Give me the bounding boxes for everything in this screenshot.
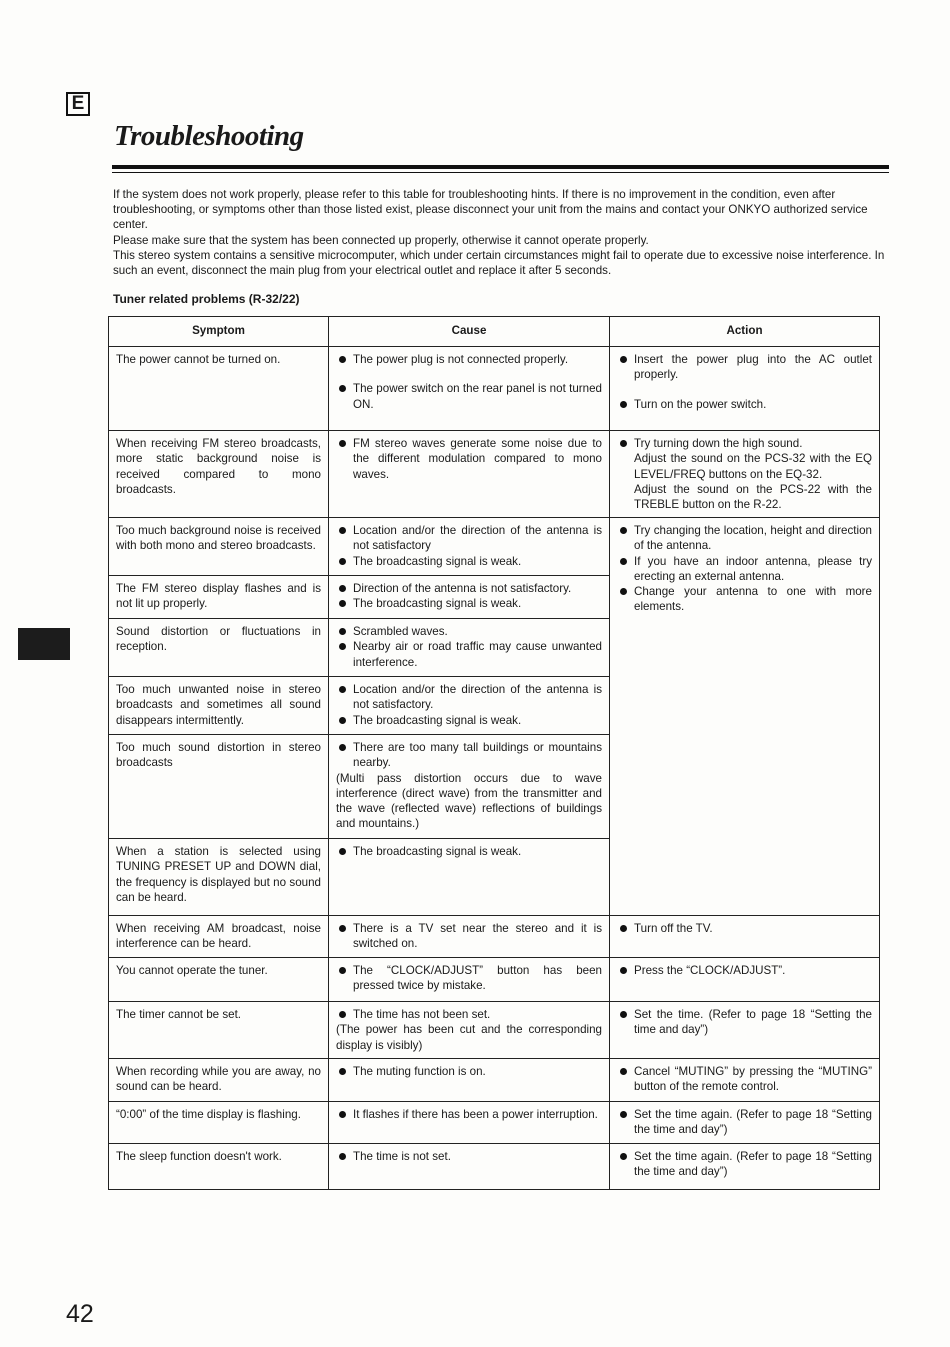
action-cell xyxy=(610,431,880,518)
cause-note: (The power has been cut and the corresponding display is visibly) xyxy=(336,1023,602,1052)
cause-item: The muting function is on. xyxy=(336,1064,602,1079)
symptom-cell: When recording while you are away, no sound can be heard. xyxy=(109,1059,329,1102)
cause-item: The power switch on the rear panel is not turned ON. xyxy=(336,381,602,412)
cause-cell xyxy=(329,916,610,958)
cause-item: FM stereo waves generate some noise due to the different modulation compared to mono waves. xyxy=(336,436,602,482)
cause-cell xyxy=(329,1002,610,1059)
intro-paragraph: If the system does not work properly, please refer to this table for troubleshooting hints. If there is no improvement in the condition, even after troubleshooting, or symptoms other than those listed exist, please disconnect your unit from the mains and contact your ONKYO authorized service center. xyxy=(113,188,868,232)
cause-item: Location and/or the direction of the antenna is not satisfactory. xyxy=(336,682,602,713)
action-cell xyxy=(610,1144,880,1190)
symptom-cell: You cannot operate the tuner. xyxy=(109,958,329,1002)
action-cell xyxy=(610,1102,880,1144)
action-item: Set the time again. (Refer to page 18 “Setting the time and day”) xyxy=(617,1149,872,1180)
symptom-cell: The power cannot be turned on. xyxy=(109,347,329,431)
table-row xyxy=(109,431,880,518)
table-header-row xyxy=(109,317,880,347)
symptom-cell: Too much background noise is received with both mono and stereo broadcasts. xyxy=(109,518,329,576)
column-header-symptom: Symptom xyxy=(109,317,329,347)
intro-paragraph: This stereo system contains a sensitive microcomputer, which under certain circumstances might fail to operate due to excessive noise interference. In such an event, disconnect the main plug from your electrical outlet and replace it after 5 seconds. xyxy=(113,248,885,278)
cause-item: The broadcasting signal is weak. xyxy=(336,596,602,611)
action-item: Press the “CLOCK/ADJUST”. xyxy=(617,963,872,978)
troubleshooting-table xyxy=(108,316,880,1190)
table-row xyxy=(109,1144,880,1190)
cause-cell xyxy=(329,518,610,576)
intro-text xyxy=(113,187,889,278)
cause-item: There are too many tall buildings or mountains nearby. xyxy=(336,740,602,771)
action-item: Change your antenna to one with more elements. xyxy=(617,584,872,615)
action-cell xyxy=(610,916,880,958)
table-row xyxy=(109,916,880,958)
column-header-action: Action xyxy=(610,317,880,347)
cause-cell xyxy=(329,839,610,916)
table-row xyxy=(109,1059,880,1102)
cause-item: The time has not been set. xyxy=(336,1007,602,1022)
symptom-cell: The FM stereo display flashes and is not lit up properly. xyxy=(109,576,329,619)
action-cell xyxy=(610,347,880,431)
cause-cell xyxy=(329,735,610,839)
cause-item: The broadcasting signal is weak. xyxy=(336,844,602,859)
cause-cell xyxy=(329,347,610,431)
table-row xyxy=(109,958,880,1002)
cause-cell xyxy=(329,677,610,735)
action-item: Turn off the TV. xyxy=(617,921,872,936)
action-item: Turn on the power switch. xyxy=(617,397,872,412)
cause-item: Direction of the antenna is not satisfactory. xyxy=(336,581,602,596)
language-badge: E xyxy=(66,92,90,116)
cause-cell xyxy=(329,576,610,619)
cause-cell xyxy=(329,431,610,518)
cause-cell xyxy=(329,1059,610,1102)
cause-item: Scrambled waves. xyxy=(336,624,602,639)
symptom-cell: Sound distortion or fluctuations in reception. xyxy=(109,619,329,677)
table-row xyxy=(109,347,880,431)
action-line: Adjust the sound on the PCS-32 with the EQ LEVEL/FREQ buttons on the EQ-32. xyxy=(634,452,872,481)
cause-item: It flashes if there has been a power interruption. xyxy=(336,1107,602,1122)
title-rule xyxy=(112,165,889,169)
action-item: Try changing the location, height and direction of the antenna. xyxy=(617,523,872,554)
cause-item: The broadcasting signal is weak. xyxy=(336,554,602,569)
action-cell xyxy=(610,1002,880,1059)
action-item: Set the time again. (Refer to page 18 “Setting the time and day”) xyxy=(617,1107,872,1138)
cause-item: Location and/or the direction of the antenna is not satisfactory xyxy=(336,523,602,554)
action-item: Try turning down the high sound. xyxy=(617,436,872,451)
symptom-cell: Too much sound distortion in stereo broadcasts xyxy=(109,735,329,839)
cause-item: The power plug is not connected properly. xyxy=(336,352,602,367)
cause-item: The “CLOCK/ADJUST” button has been pressed twice by mistake. xyxy=(336,963,602,994)
action-item: Insert the power plug into the AC outlet properly. xyxy=(617,352,872,383)
section-side-tab xyxy=(18,628,70,660)
cause-note: (Multi pass distortion occurs due to wave interference (direct wave) from the transmitter and the wave (reflected wave) reflections of buildings and mountains.) xyxy=(336,771,602,831)
column-header-cause: Cause xyxy=(329,317,610,347)
table-row xyxy=(109,518,880,576)
cause-item: The time is not set. xyxy=(336,1149,602,1164)
cause-cell xyxy=(329,1144,610,1190)
symptom-cell: When a station is selected using TUNING PRESET UP and DOWN dial, the frequency is displayed but no sound can be heard. xyxy=(109,839,329,916)
page-number: 42 xyxy=(66,1300,94,1328)
intro-paragraph: Please make sure that the system has been connected up properly, otherwise it cannot operate properly. xyxy=(113,233,649,247)
symptom-cell: The sleep function doesn't work. xyxy=(109,1144,329,1190)
action-cell xyxy=(610,1059,880,1102)
page-title: Troubleshooting xyxy=(114,120,304,152)
cause-cell xyxy=(329,1102,610,1144)
table-row xyxy=(109,1102,880,1144)
cause-item: The broadcasting signal is weak. xyxy=(336,713,602,728)
symptom-cell: The timer cannot be set. xyxy=(109,1002,329,1059)
action-item: If you have an indoor antenna, please try erecting an external antenna. xyxy=(617,554,872,585)
title-rule-thin xyxy=(112,172,889,173)
section-heading: Tuner related problems (R-32/22) xyxy=(113,292,300,306)
symptom-cell: “0:00” of the time display is flashing. xyxy=(109,1102,329,1144)
action-cell xyxy=(610,518,880,916)
table-row xyxy=(109,1002,880,1059)
symptom-cell: When receiving FM stereo broadcasts, more static background noise is received compared to mono broadcasts. xyxy=(109,431,329,518)
action-item: Cancel “MUTING” by pressing the “MUTING” button of the remote control. xyxy=(617,1064,872,1095)
cause-item: There is a TV set near the stereo and it is switched on. xyxy=(336,921,602,952)
cause-cell xyxy=(329,619,610,677)
symptom-cell: Too much unwanted noise in stereo broadcasts and sometimes all sound disappears intermittently. xyxy=(109,677,329,735)
symptom-cell: When receiving AM broadcast, noise interference can be heard. xyxy=(109,916,329,958)
action-line: Adjust the sound on the PCS-22 with the TREBLE button on the R-22. xyxy=(634,482,872,512)
action-cell xyxy=(610,958,880,1002)
cause-cell xyxy=(329,958,610,1002)
action-item: Set the time. (Refer to page 18 “Setting the time and day”) xyxy=(617,1007,872,1038)
cause-item: Nearby air or road traffic may cause unwanted interference. xyxy=(336,639,602,670)
